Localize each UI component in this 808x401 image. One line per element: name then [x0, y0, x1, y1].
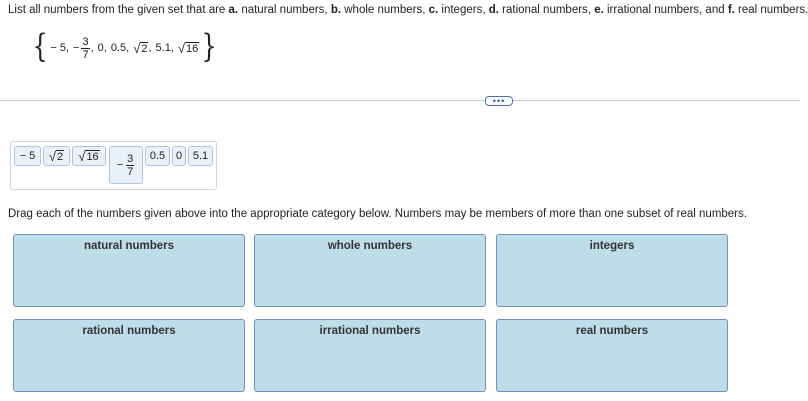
category-label: natural numbers: [83, 240, 175, 252]
part-e-letter: e.: [594, 4, 604, 16]
radical-icon: √: [177, 40, 186, 56]
radical-icon: √: [48, 148, 56, 164]
chip-five-one[interactable]: 5.1: [188, 146, 213, 166]
dropzone-integers[interactable]: [496, 234, 728, 307]
open-brace: {: [32, 27, 48, 65]
section-divider: [0, 100, 800, 101]
set-zero: 0,: [97, 42, 107, 54]
dropzone-natural-numbers[interactable]: [13, 234, 245, 307]
show-more-button[interactable]: •••: [485, 96, 513, 106]
part-b-letter: b.: [330, 4, 342, 16]
set-sqrt-sixteen: √ 16: [177, 40, 199, 56]
category-label: integers: [589, 240, 635, 252]
dropzone-irrational-numbers[interactable]: [254, 319, 486, 392]
chip-sqrt-sixteen[interactable]: √ 16: [72, 146, 106, 166]
dropzone-whole-numbers[interactable]: [254, 234, 486, 307]
chip-neg-three-sevenths[interactable]: − $\frac{3}{7}$: [109, 146, 143, 184]
close-brace: }: [201, 27, 218, 65]
question-prompt: List all numbers from the given set that are a. natural numbers, b. whole numbers, c. integers, d. rational numbers, e. irrational numbers, and f. real numbers.: [8, 4, 808, 16]
set-neg-five: − 5,: [50, 42, 70, 54]
drag-instructions: Drag each of the numbers given above into the appropriate category below. Numbers may be members of more than one subset of real numbers.: [8, 208, 747, 220]
set-frac-sign: −: [73, 42, 80, 54]
category-label: rational numbers: [82, 325, 176, 337]
chip-sqrt-two[interactable]: √ 2: [43, 146, 70, 166]
dropzone-real-numbers[interactable]: [496, 319, 728, 392]
category-label: irrational numbers: [319, 325, 421, 337]
set-fraction: $\frac{3}{7}$: [82, 35, 89, 61]
radical-icon: √: [133, 40, 141, 56]
set-zero-five: 0.5,: [110, 42, 130, 54]
category-label: real numbers: [575, 325, 649, 337]
chip-zero[interactable]: 0: [172, 146, 186, 166]
chip-neg-five[interactable]: − 5: [14, 146, 41, 166]
part-c-letter: c.: [428, 4, 439, 16]
radical-icon: √: [78, 148, 86, 164]
number-set: { − 5, − $\frac{3}{7}$ , 0, 0.5, √ 2 , 5.1, √ 16 }: [32, 27, 218, 65]
chip-zero-five[interactable]: 0.5: [145, 146, 170, 166]
part-f-letter: f.: [727, 4, 735, 16]
dropzone-rational-numbers[interactable]: [13, 319, 245, 392]
part-a-letter: a.: [228, 4, 239, 16]
set-five-one: 5.1,: [155, 42, 174, 54]
set-sqrt-two: √ 2: [133, 40, 148, 56]
number-bank: [10, 141, 217, 190]
category-label: whole numbers: [327, 240, 413, 252]
part-d-letter: d.: [488, 4, 499, 16]
